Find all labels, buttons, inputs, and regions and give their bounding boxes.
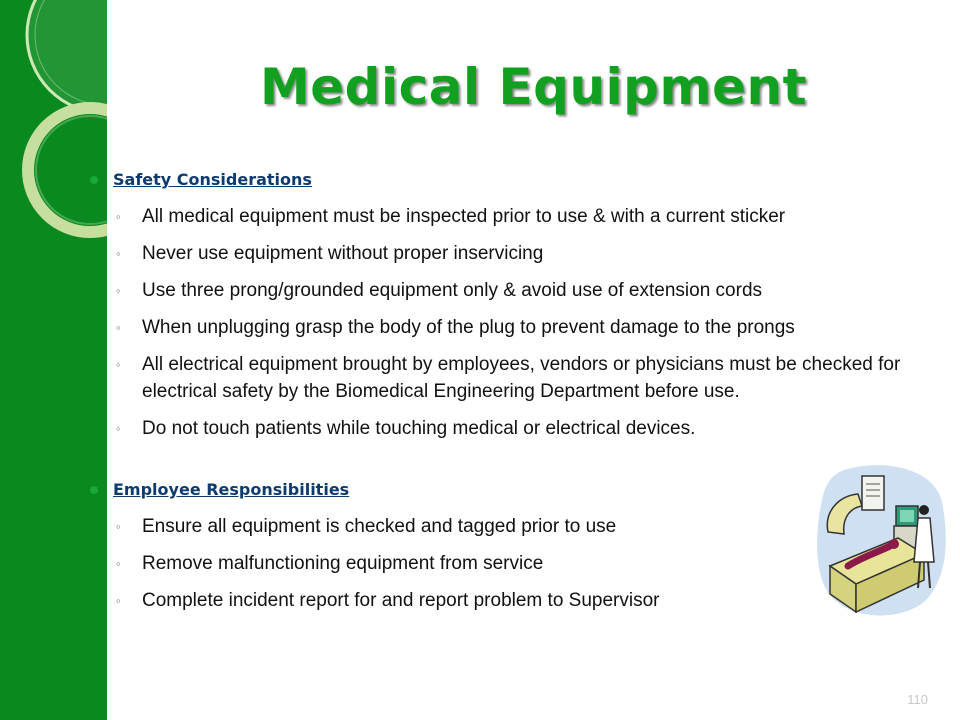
section-heading-row: [90, 480, 920, 499]
list-item-text: Never use equipment without proper inservicing: [142, 243, 544, 264]
list-item: [116, 550, 920, 577]
list-item: [116, 203, 920, 230]
sub-bullet-icon: ◦: [116, 209, 121, 224]
slide-content: [90, 170, 920, 624]
list-item-text: Complete incident report for and report problem to Supervisor: [142, 590, 660, 611]
list-item-text: When unplugging grasp the body of the plug to prevent damage to the prongs: [142, 317, 795, 338]
sub-bullet-icon: ◦: [116, 357, 121, 372]
slide-title: Medical Equipment: [259, 58, 807, 116]
hospital-bed-patient-icon: [814, 462, 950, 622]
section-heading: Employee Responsibilities: [113, 480, 350, 499]
bullet-dot-icon: [90, 486, 98, 494]
list-item: [116, 240, 920, 267]
list-item: [116, 587, 920, 614]
section-employee: [90, 480, 920, 614]
list-item: [116, 513, 920, 540]
page-number: 110: [907, 692, 928, 707]
list-item-text: Ensure all equipment is checked and tagged prior to use: [142, 516, 617, 537]
list-item-text: All electrical equipment brought by employees, vendors or physicians must be checked for electrical safety by the Biomedical Engineering Department before use.: [142, 354, 901, 402]
list-item: [116, 415, 920, 442]
sub-bullet-icon: ◦: [116, 320, 121, 335]
sub-bullet-icon: ◦: [116, 246, 121, 261]
sub-bullet-icon: ◦: [116, 283, 121, 298]
list-item-text: All medical equipment must be inspected prior to use & with a current sticker: [142, 206, 786, 227]
sub-bullet-icon: ◦: [116, 593, 121, 608]
sub-bullet-icon: ◦: [116, 556, 121, 571]
list-item-text: Remove malfunctioning equipment from service: [142, 553, 544, 574]
list-item-text: Use three prong/grounded equipment only & avoid use of extension cords: [142, 280, 763, 301]
bullet-list: [90, 203, 920, 442]
list-item: [116, 277, 920, 304]
list-item: [116, 351, 920, 405]
section-heading: Safety Considerations: [113, 170, 312, 189]
section-safety: [90, 170, 920, 442]
bullet-list: [90, 513, 920, 614]
list-item-text: Do not touch patients while touching medical or electrical devices.: [142, 418, 696, 439]
bullet-dot-icon: [90, 176, 98, 184]
sub-bullet-icon: ◦: [116, 519, 121, 534]
list-item: [116, 314, 920, 341]
section-heading-row: [90, 170, 920, 189]
sub-bullet-icon: ◦: [116, 421, 121, 436]
